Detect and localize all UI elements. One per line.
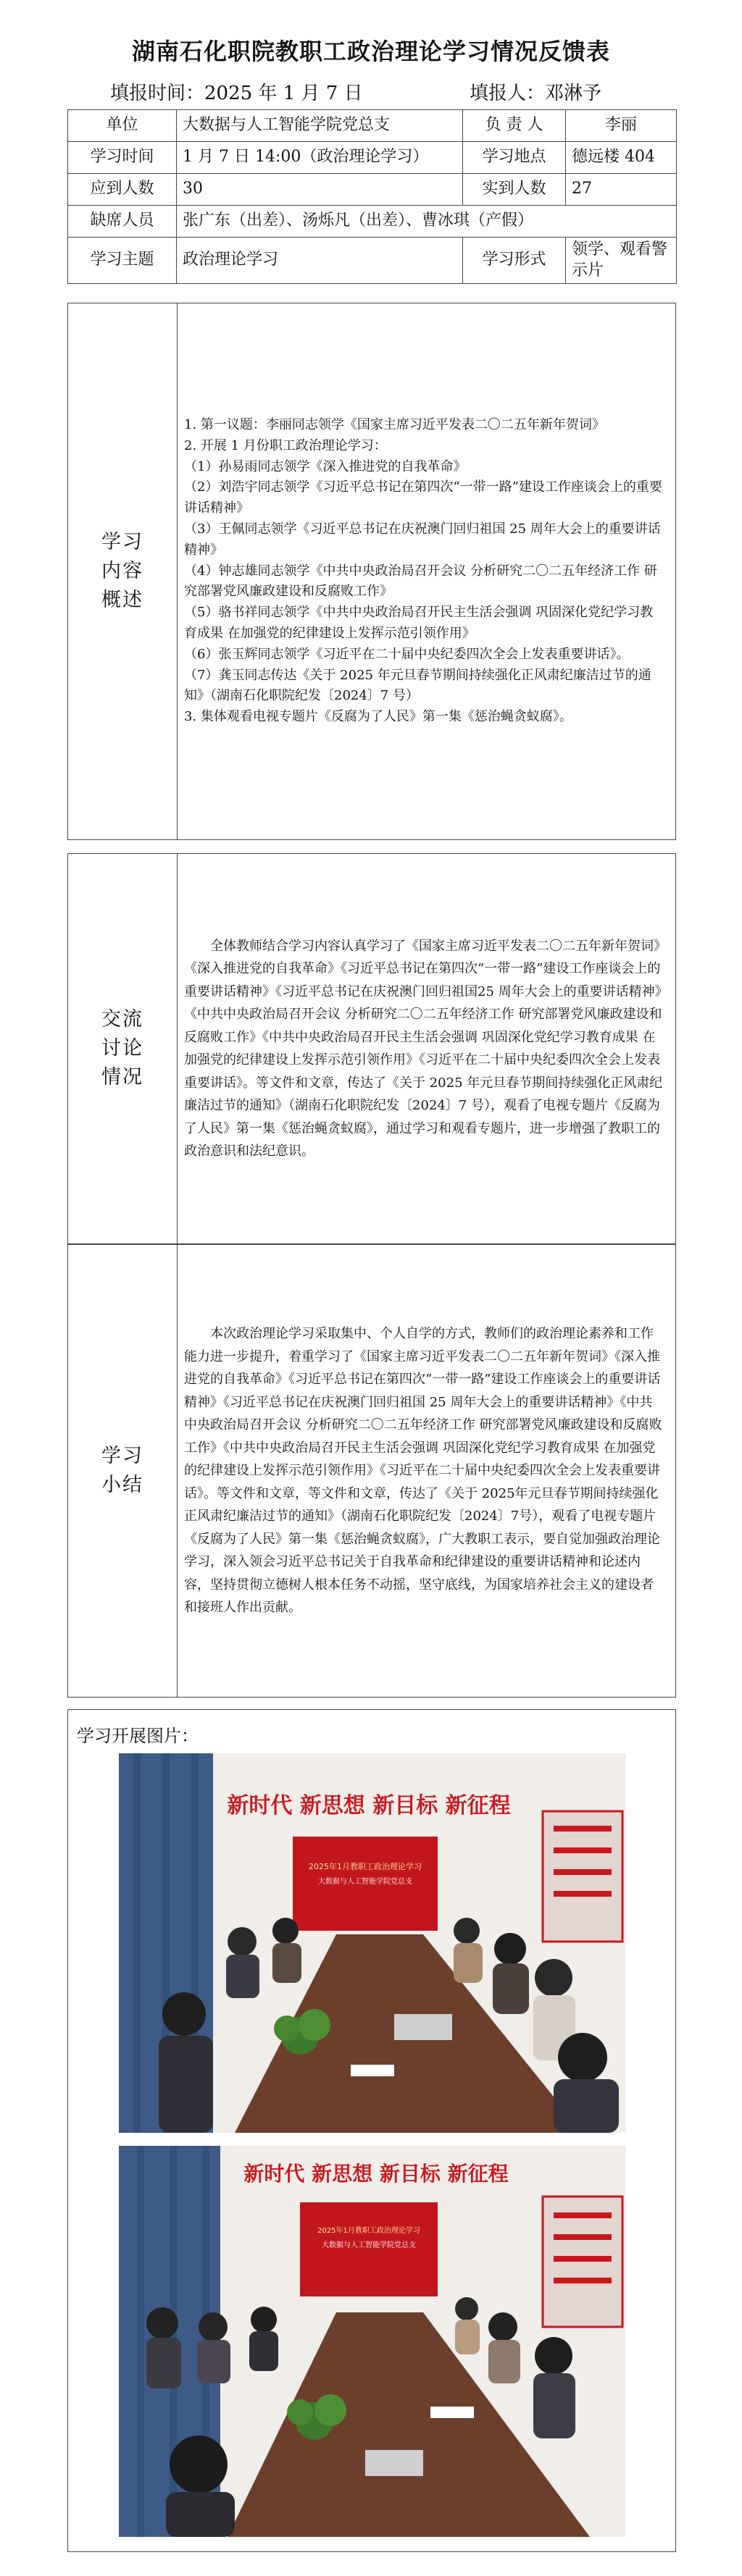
time-value: 1 月 7 日 14:00（政治理论学习） xyxy=(177,142,463,174)
content-item: 1. 第一议题：李丽同志领学《国家主席习近平发表二〇二五年新年贺词》 xyxy=(184,417,605,433)
summary-text: 本次政治理论学习采取集中、个人自学的方式，教师们的政治理论素养和工作能力进一步提升，着重学习了《国家主席习近平发表二〇二五年新年贺词》《深入推进党的自我革命》《习近平总书记在第四次“一带一路”建设工作座谈会上的重要讲话精神》《习近平总书记在庆祝澳门回归祖国 25 周年大会上的重要讲话精神》《中共中央政治局召开会议 分析研究二〇二五年经济工作 研究部署党风廉政建设和反腐败工作》《中共中央政治局召开民主生活会强调 巩固深化党纪学习教育成果 在加强党的纪律建设上发挥示范引领作用》《习近平在二十届中央纪委四次全会上发表重要讲话》。等文件和文章，等文件和文章，传达了《关于 2025年元旦春节期间持续强化正风肃纪廉洁过节的通知》（湖南石化职院纪发〔2024〕7号），观看了电视专题片《反腐为了人民》第一集《惩治蝇贪蚁腐》，广大教职工表示，要自觉加强政治理论学习，深入领会习近平总书记关于自我革命和纪律建设的重要讲话精神和论述内容，坚持贯彻立德树人根本任务不动摇，坚守底线，为国家培养社会主义的建设者和接班人作出贡献。 xyxy=(184,1326,662,1616)
photos-caption: 学习开展图片： xyxy=(77,1726,199,1746)
place-value: 德远楼 404 xyxy=(566,142,677,174)
info-table xyxy=(67,109,677,284)
screen-text-2a: 2025年1月教职工政治理论学习 xyxy=(317,2227,420,2235)
expected-label: 应到人数 xyxy=(68,174,177,206)
screen-text-1a: 2025年1月教职工政治理论学习 xyxy=(309,1862,422,1871)
unit-value: 大数据与人工智能学院党总支 xyxy=(177,110,463,142)
expected-value: 30 xyxy=(177,174,463,206)
actual-label: 实到人数 xyxy=(463,174,566,206)
meeting-photo-2 xyxy=(119,2146,626,2537)
content-label: 学习内容概述 xyxy=(101,531,143,611)
content-item: （3）王佩同志领学《习近平总书记在庆祝澳门回归祖国 25 周年大会上的重要讲话精神》 xyxy=(184,521,661,558)
time-label: 学习时间 xyxy=(68,142,177,174)
actual-value: 27 xyxy=(566,174,677,206)
leader-value: 李丽 xyxy=(566,110,677,142)
content-item: 3. 集体观看电视专题片《反腐为了人民》第一集《惩治蝇贪蚁腐》。 xyxy=(184,709,572,725)
leader-label: 负 责 人 xyxy=(463,110,566,142)
filler-name: 填报人：邓淋予 xyxy=(470,83,602,104)
content-item: 2. 开展 1 月份职工政治理论学习： xyxy=(184,437,387,453)
discussion-section xyxy=(67,853,676,1244)
unit-label: 单位 xyxy=(68,110,177,142)
place-label: 学习地点 xyxy=(463,142,566,174)
meeting-photo-2-illustration xyxy=(119,2146,626,2537)
content-item: （4）钟志雄同志领学《中共中央政治局召开会议 分析研究二〇二五年经济工作 研究部署党风廉政建设和反腐败工作》 xyxy=(184,563,657,600)
summary-label: 学习小结 xyxy=(101,1445,143,1496)
discussion-text: 全体教师结合学习内容认真学习了《国家主席习近平发表二〇二五年新年贺词》《深入推进党的自我革命》《习近平总书记在第四次“一带一路”建设工作座谈会上的重要讲话精神》《习近平总书记在庆祝澳门回归祖国25 周年大会上的重要讲话精神》《中共中央政治局召开会议 分析研究二〇二五年经济工作 研究部署党风廉政建设和反腐败工作》《中共中央政治局召开民主生活会强调 巩固深化党纪学习教育成果 在加强党的纪律建设上发挥示范引领作用》《习近平在二十届中央纪委四次全会上发表重要讲话》。等文件和文章，传达了《关于 2025 年元旦春节期间持续强化正风肃纪廉洁过节的通知》（湖南石化职院纪发〔2024〕7 号），观看了电视专题片《反腐为了人民》第一集《惩治蝇贪蚁腐》，通过学习和观看专题片，进一步增强了教职工的政治意识和法纪意识。 xyxy=(184,938,663,1159)
content-section xyxy=(67,303,676,840)
form-value: 领学、观看警示片 xyxy=(566,238,677,284)
content-item: （7）龚玉同志传达《关于 2025 年元旦春节期间持续强化正风肃纪廉洁过节的通知》（湖南石化职院纪发〔2024〕7 号） xyxy=(184,667,651,704)
form-label: 学习形式 xyxy=(463,238,566,284)
meeting-photo-1 xyxy=(119,1753,626,2133)
discussion-label: 交流讨论情况 xyxy=(101,1008,143,1088)
theme-value: 政治理论学习 xyxy=(177,238,463,284)
meeting-photo-1-illustration xyxy=(119,1753,626,2133)
absent-value: 张广东（出差）、汤烁凡（出差）、曹冰琪（产假） xyxy=(177,206,677,238)
summary-section xyxy=(67,1244,676,1698)
content-list xyxy=(184,415,664,728)
screen-text-1b: 大数据与人工智能学院党总支 xyxy=(318,1878,412,1886)
fill-date: 填报时间：2025 年 1 月 7 日 xyxy=(110,83,363,104)
content-item: （2）刘浩宇同志领学《习近平总书记在第四次“一带一路”建设工作座谈会上的重要讲话精神》 xyxy=(184,479,662,516)
photos-section xyxy=(67,1709,676,2552)
wall-slogan-1: 新时代 新思想 新目标 新征程 xyxy=(227,1793,511,1818)
content-item: （1）孙易雨同志领学《深入推进党的自我革命》 xyxy=(184,458,467,474)
document-title: 湖南石化职院教职工政治理论学习情况反馈表 xyxy=(131,38,610,65)
wall-slogan-2: 新时代 新思想 新目标 新征程 xyxy=(243,2162,509,2186)
theme-label: 学习主题 xyxy=(68,238,177,284)
content-item: （5）骆书祥同志领学《中共中央政治局召开民主生活会强调 巩固深化党纪学习教育成果 在加强党的纪律建设上发挥示范引领作用》 xyxy=(184,605,654,641)
screen-text-2b: 大数据与人工智能学院党总支 xyxy=(322,2241,416,2249)
absent-label: 缺席人员 xyxy=(68,206,177,238)
content-item: （6）张玉辉同志领学《习近平在二十届中央纪委四次全会上发表重要讲话》。 xyxy=(184,646,630,662)
